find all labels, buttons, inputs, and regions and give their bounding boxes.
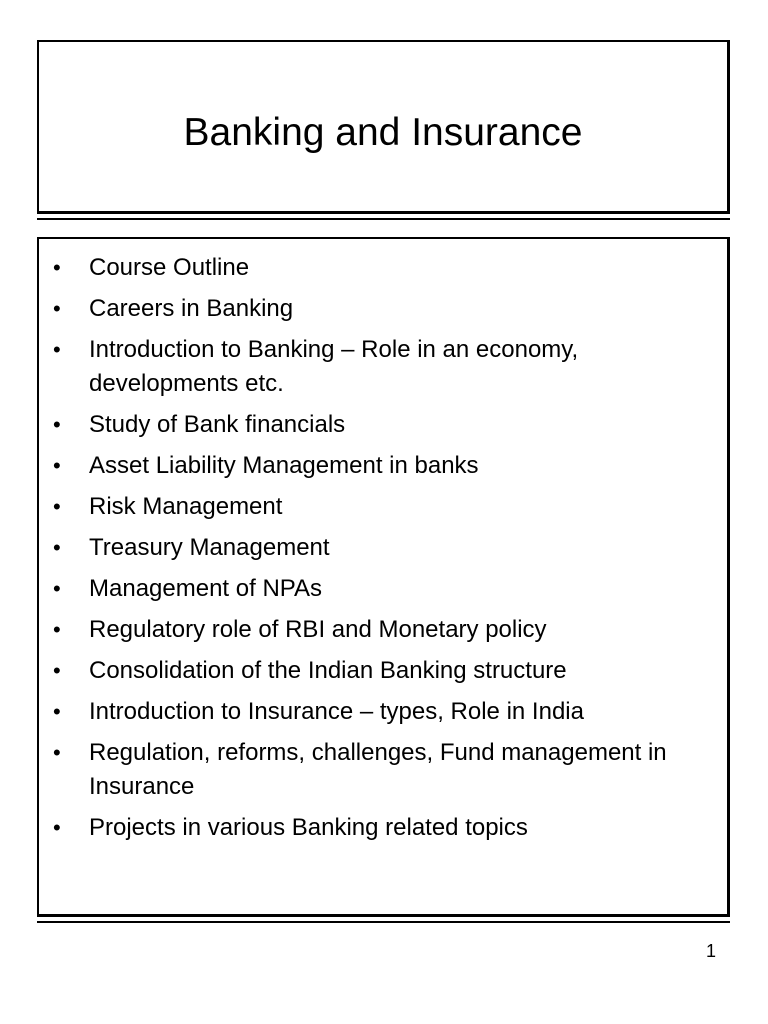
list-item-text: Asset Liability Management in banks [89,452,479,479]
list-item [47,811,717,845]
list-item-text: Projects in various Banking related topics [89,814,528,841]
content-box [37,237,730,917]
list-item [47,695,717,729]
bullet-icon: • [53,658,61,683]
list-item-text: Treasury Management [89,534,330,561]
list-item [47,490,717,524]
bullet-icon: • [53,699,61,724]
list-item-text: Study of Bank financials [89,411,346,438]
bullet-icon: • [53,494,61,519]
bullet-icon: • [53,337,61,362]
list-item-text: Introduction to Insurance – types, Role in India [89,698,584,725]
title-box [37,40,730,214]
list-item [47,736,717,804]
list-item [47,333,717,401]
list-item-text: Careers in Banking [89,295,294,322]
list-item [47,572,717,606]
bullet-icon: • [53,617,61,642]
list-item-text: Consolidation of the Indian Banking structure [89,657,567,684]
list-item [47,408,717,442]
list-item-text: Regulation, reforms, challenges, Fund management in Insurance [89,739,667,800]
list-item [47,292,717,326]
list-item-text: Risk Management [89,493,283,520]
list-item-text: Management of NPAs [89,575,323,602]
bullet-icon: • [53,296,61,321]
list-item-text: Introduction to Banking – Role in an economy, developments etc. [89,336,579,397]
bullet-icon: • [53,453,61,478]
bullet-icon: • [53,576,61,601]
list-item-text: Regulatory role of RBI and Monetary policy [89,616,547,643]
list-item [47,531,717,565]
bullet-icon: • [53,412,61,437]
bullet-icon: • [53,535,61,560]
list-item [47,654,717,688]
list-item [47,449,717,483]
bullet-icon: • [53,255,61,280]
slide-title: Banking and Insurance [183,111,583,154]
list-item [47,613,717,647]
list-item [47,251,717,285]
list-item-text: Course Outline [89,254,250,281]
bullet-icon: • [53,815,61,840]
page-number: 1 [706,941,717,961]
bullet-icon: • [53,740,61,765]
course-outline-list [47,251,717,852]
